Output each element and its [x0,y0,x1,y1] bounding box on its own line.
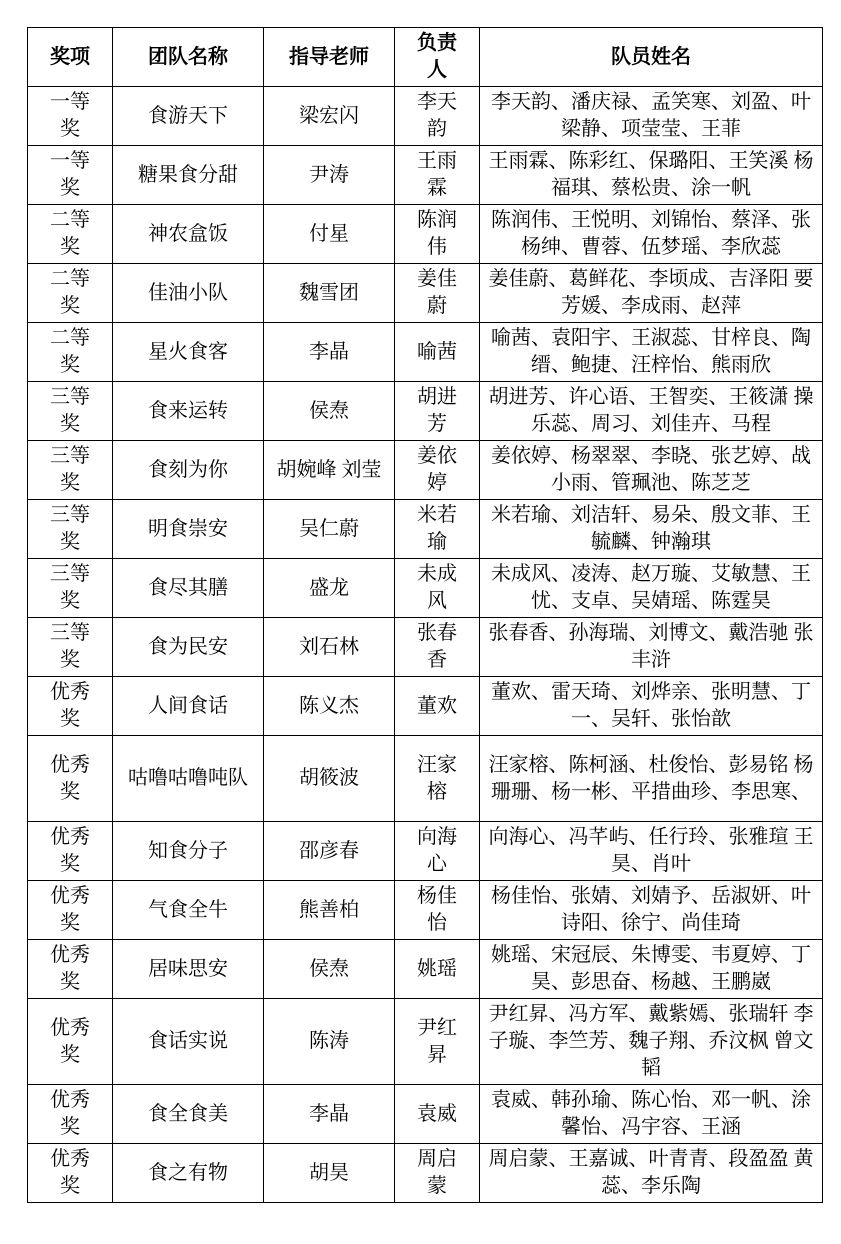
award-text: 三等奖 [50,445,90,494]
table-row [28,205,823,264]
members-text: 袁威、韩孙瑜、陈心怡、邓一帆、涂馨怡、冯宇容、王涵 [491,1089,811,1138]
cell-team [113,559,264,618]
award-text: 优秀奖 [50,753,90,803]
members-text: 米若瑜、刘洁轩、易朵、殷文菲、王毓麟、钟瀚琪 [491,504,811,553]
cell-team [113,382,264,441]
header-label-team: 团队名称 [148,45,228,68]
table-row [28,441,823,500]
leader-text: 周启蒙 [417,1148,457,1197]
award-text: 三等奖 [50,386,90,435]
table-row [28,264,823,323]
teacher-text: 侯焘 [309,399,349,422]
team-text: 食尽其膳 [148,576,228,599]
table-row [28,87,823,146]
cell-team [113,146,264,205]
members-text: 李天韵、潘庆禄、孟笑寒、刘盈、叶梁静、项莹莹、王菲 [491,91,811,140]
leader-text: 胡进芳 [417,386,457,435]
award-text: 三等奖 [50,504,90,553]
teacher-text: 胡昊 [309,1161,349,1184]
cell-award [28,736,113,822]
award-text: 优秀奖 [50,1089,90,1138]
header-label-members: 队员姓名 [611,45,691,68]
leader-text: 姜佳蔚 [417,268,457,317]
cell-leader [395,264,480,323]
award-text: 二等奖 [50,268,90,317]
cell-team [113,677,264,736]
award-text: 优秀奖 [50,826,90,875]
cell-members [480,323,823,382]
teacher-text: 付星 [309,222,349,245]
team-text: 食之有物 [148,1161,228,1184]
cell-award [28,940,113,999]
table-row [28,940,823,999]
leader-text: 喻茜 [417,340,457,363]
teacher-text: 李晶 [309,340,349,363]
members-text: 姜依婷、杨翠翠、李晓、张艺婷、战小雨、管珮池、陈芝芝 [491,445,811,494]
cell-leader [395,822,480,881]
cell-teacher [264,559,395,618]
table-row [28,1144,823,1203]
leader-text: 汪家榕 [417,753,457,803]
cell-award [28,264,113,323]
cell-award [28,559,113,618]
cell-leader [395,677,480,736]
cell-award [28,822,113,881]
header-label-teacher: 指导老师 [289,45,369,68]
members-text: 董欢、雷天琦、刘烨亲、张明慧、丁一、吴轩、张怡歆 [491,681,811,730]
cell-team [113,822,264,881]
leader-text: 米若瑜 [417,504,457,553]
cell-team [113,1144,264,1203]
teacher-text: 熊善柏 [299,898,359,921]
cell-members [480,822,823,881]
team-text: 居味思安 [148,957,228,980]
cell-teacher [264,382,395,441]
leader-text: 杨佳怡 [417,885,457,934]
cell-leader [395,146,480,205]
table-row [28,822,823,881]
members-text: 尹红昇、冯方军、戴紫嫣、张瑞轩 李子璇、李竺芳、魏子翔、乔汶枫 曾文韬 [488,1003,814,1079]
leader-text: 张春香 [417,622,457,671]
cell-award [28,618,113,677]
table-row [28,677,823,736]
cell-leader [395,881,480,940]
team-text: 气食全牛 [148,898,228,921]
leader-text: 董欢 [417,694,457,717]
table-row [28,559,823,618]
teacher-text: 尹涛 [309,163,349,186]
members-text: 张春香、孙海瑞、刘博文、戴浩驰 张丰浒 [488,622,814,671]
cell-members [480,618,823,677]
award-text: 优秀奖 [50,1016,90,1066]
cell-leader [395,87,480,146]
teacher-text: 陈涛 [309,1030,349,1052]
cell-teacher [264,146,395,205]
cell-teacher [264,1144,395,1203]
cell-members [480,500,823,559]
cell-award [28,677,113,736]
cell-members [480,441,823,500]
members-text: 向海心、冯芊屿、任行玲、张雅瑄 王昊、肖叶 [488,826,814,875]
award-text: 一等奖 [50,91,90,140]
team-text: 星火食客 [148,340,228,363]
award-text: 三等奖 [50,622,90,671]
cell-team [113,736,264,822]
leader-text: 陈润伟 [417,209,457,258]
cell-teacher [264,1085,395,1144]
header-cell-award [28,28,113,87]
cell-members [480,87,823,146]
leader-text: 李天韵 [417,91,457,140]
cell-award [28,205,113,264]
leader-text: 未成风 [417,563,457,612]
cell-leader [395,1144,480,1203]
cell-team [113,264,264,323]
cell-leader [395,323,480,382]
cell-teacher [264,205,395,264]
teacher-text: 魏雪团 [299,281,359,304]
teacher-text: 盛龙 [309,576,349,599]
cell-teacher [264,736,395,822]
team-text: 人间食话 [148,694,228,717]
members-text: 杨佳怡、张婧、刘婧予、岳淑妍、叶诗阳、徐宁、尚佳琦 [491,885,811,934]
header-cell-team [113,28,264,87]
cell-award [28,881,113,940]
cell-leader [395,441,480,500]
cell-award [28,999,113,1085]
cell-members [480,559,823,618]
table-row [28,1085,823,1144]
teacher-text: 李晶 [309,1102,349,1125]
award-text: 二等奖 [50,209,90,258]
team-text: 食话实说 [148,1030,228,1052]
cell-teacher [264,677,395,736]
teacher-text: 梁宏闪 [299,104,359,127]
team-text: 食为民安 [148,635,228,658]
cell-team [113,500,264,559]
cell-leader [395,1085,480,1144]
award-text: 三等奖 [50,563,90,612]
cell-members [480,736,823,822]
table-row [28,382,823,441]
cell-teacher [264,264,395,323]
leader-text: 向海心 [417,826,457,875]
members-text: 王雨霖、陈彩红、保璐阳、王笑溪 杨福琪、蔡松贵、涂一帆 [488,150,814,199]
cell-members [480,999,823,1085]
teacher-text: 陈义杰 [299,694,359,717]
leader-text: 尹红昇 [417,1016,457,1066]
header-label-leader: 负责人 [417,32,457,81]
award-text: 优秀奖 [50,1148,90,1197]
cell-members [480,881,823,940]
leader-text: 王雨霖 [417,150,457,199]
cell-teacher [264,618,395,677]
members-text: 陈润伟、王悦明、刘锦怡、蔡泽、张杨绅、曹蓉、伍梦瑶、李欣蕊 [491,209,811,258]
cell-award [28,146,113,205]
awards-table [27,27,823,1203]
cell-leader [395,999,480,1085]
members-text: 胡进芳、许心语、王智奕、王筱潇 操乐蕊、周习、刘佳卉、马程 [488,386,814,435]
cell-team [113,323,264,382]
cell-teacher [264,881,395,940]
cell-leader [395,205,480,264]
leader-text: 姚瑶 [417,957,457,980]
header-row [28,28,823,87]
team-text: 神农盒饭 [148,222,228,245]
team-text: 佳油小队 [148,281,228,304]
cell-members [480,146,823,205]
cell-leader [395,500,480,559]
cell-teacher [264,940,395,999]
cell-teacher [264,822,395,881]
cell-award [28,500,113,559]
members-text: 未成风、凌涛、赵万璇、艾敏慧、王忧、支卓、吴婧瑶、陈霆昊 [491,563,811,612]
cell-members [480,382,823,441]
cell-team [113,940,264,999]
cell-award [28,441,113,500]
header-cell-members [480,28,823,87]
cell-award [28,323,113,382]
cell-leader [395,618,480,677]
table-row [28,618,823,677]
members-text: 喻茜、袁阳宇、王淑蕊、甘梓良、陶缙、鲍捷、汪梓怡、熊雨欣 [491,327,811,376]
header-label-award: 奖项 [50,45,90,68]
cell-teacher [264,323,395,382]
team-text: 食来运转 [148,399,228,422]
team-text: 食刻为你 [148,458,228,481]
teacher-text: 刘石林 [299,635,359,658]
cell-leader [395,736,480,822]
award-text: 二等奖 [50,327,90,376]
award-text: 一等奖 [50,150,90,199]
table-row [28,736,823,822]
leader-text: 袁威 [417,1102,457,1125]
cell-members [480,1144,823,1203]
table-row [28,500,823,559]
team-text: 食游天下 [148,104,228,127]
table-row [28,999,823,1085]
cell-teacher [264,500,395,559]
cell-leader [395,559,480,618]
leader-text: 姜依婷 [417,445,457,494]
award-text: 优秀奖 [50,885,90,934]
cell-team [113,87,264,146]
members-text: 姚瑶、宋冠辰、朱博雯、韦夏婷、丁昊、彭思奋、杨越、王鹏崴 [491,944,811,993]
teacher-text: 邵彦春 [299,839,359,862]
cell-team [113,441,264,500]
team-text: 食全食美 [148,1102,228,1125]
members-text: 姜佳蔚、葛鲜花、李顷成、吉泽阳 要芳媛、李成雨、赵萍 [488,268,814,317]
cell-teacher [264,87,395,146]
cell-members [480,677,823,736]
cell-members [480,1085,823,1144]
cell-team [113,205,264,264]
cell-teacher [264,441,395,500]
cell-team [113,1085,264,1144]
cell-teacher [264,999,395,1085]
cell-award [28,382,113,441]
teacher-text: 吴仁蔚 [299,517,359,540]
teacher-text: 胡筱波 [299,767,359,789]
cell-members [480,205,823,264]
team-text: 咕噜咕噜吨队 [128,767,248,789]
header-cell-leader [395,28,480,87]
award-text: 优秀奖 [50,944,90,993]
cell-award [28,1144,113,1203]
cell-team [113,999,264,1085]
cell-leader [395,940,480,999]
header-cell-teacher [264,28,395,87]
cell-team [113,618,264,677]
team-text: 糖果食分甜 [138,163,238,186]
cell-members [480,940,823,999]
cell-award [28,87,113,146]
table-row [28,146,823,205]
team-text: 知食分子 [148,839,228,862]
team-text: 明食崇安 [148,517,228,540]
table-row [28,881,823,940]
members-text: 汪家榕、陈柯涵、杜俊怡、彭易铭 杨珊珊、杨一彬、平措曲珍、李思寒、 [488,753,814,803]
cell-team [113,881,264,940]
cell-members [480,264,823,323]
members-text: 周启蒙、王嘉诚、叶青青、段盈盈 黄蕊、李乐陶 [488,1148,814,1197]
cell-award [28,1085,113,1144]
table-row [28,323,823,382]
award-text: 优秀奖 [50,681,90,730]
teacher-text: 胡婉峰 刘莹 [276,458,382,481]
teacher-text: 侯焘 [309,957,349,980]
cell-leader [395,382,480,441]
